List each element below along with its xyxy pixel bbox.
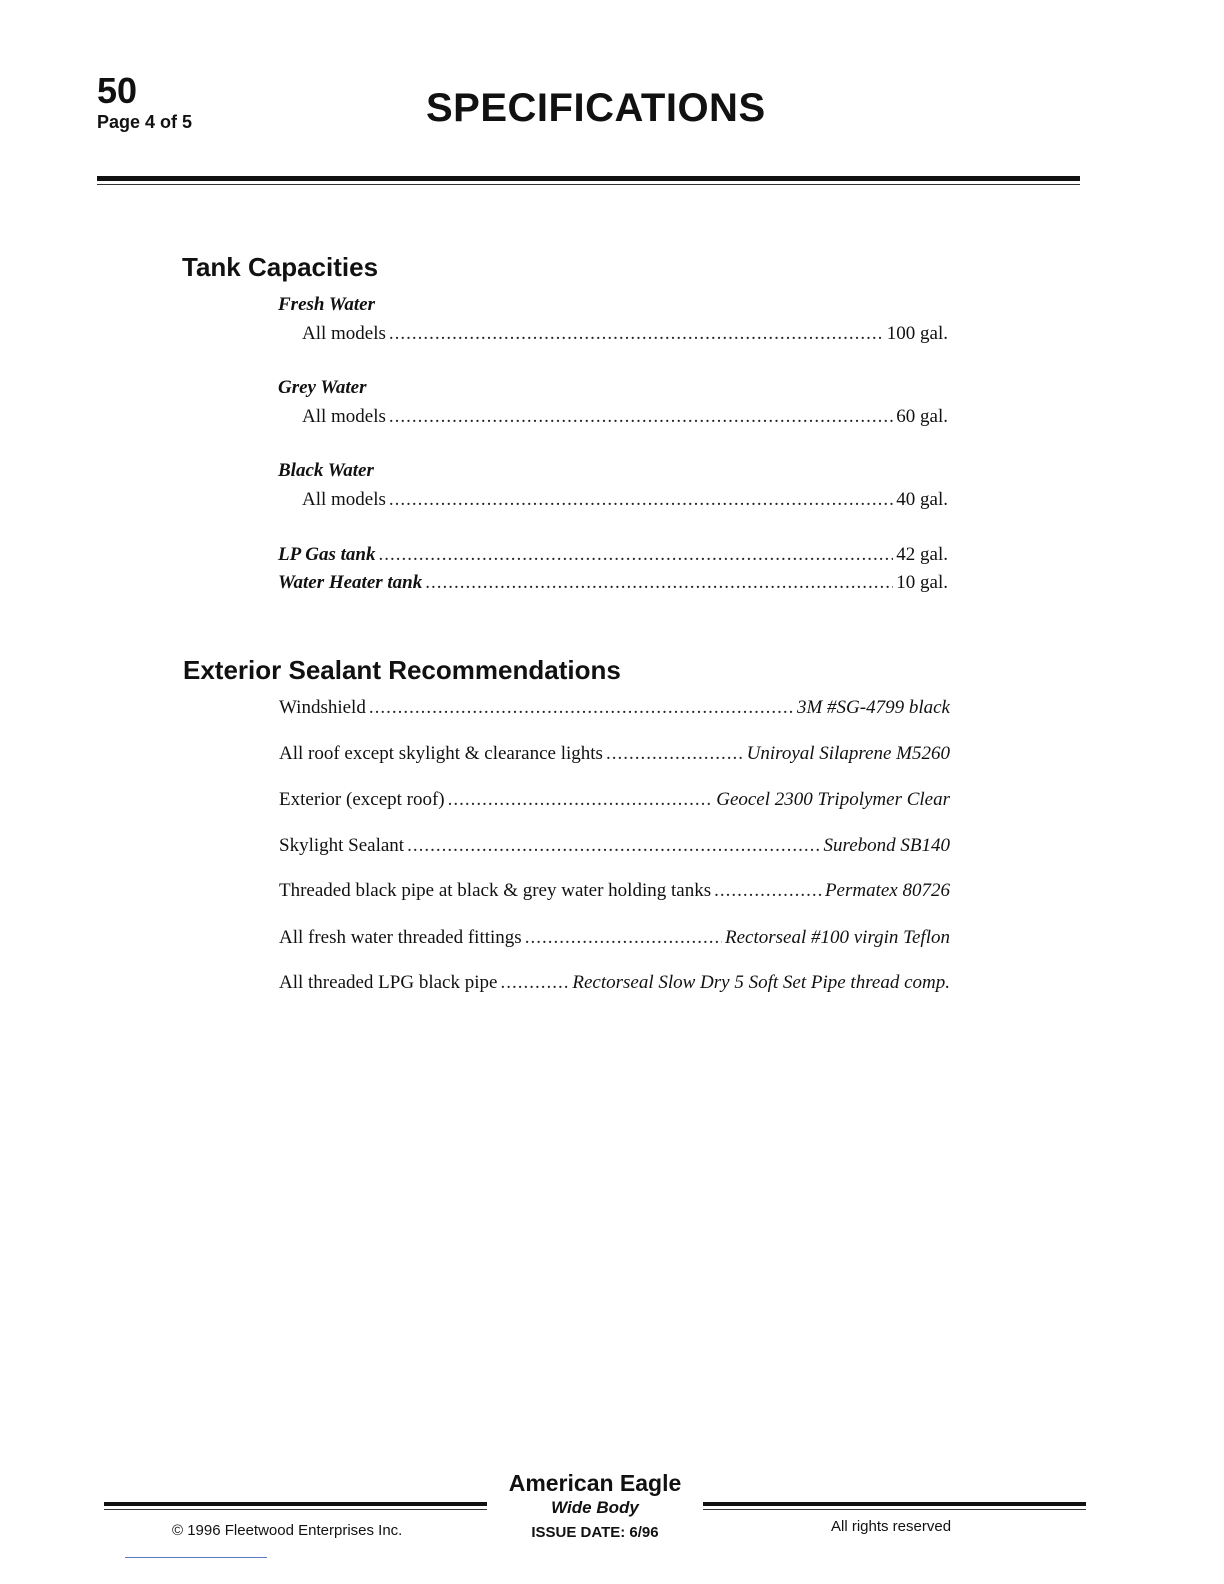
fresh-water-label: Fresh Water — [278, 294, 375, 315]
dot-leader — [369, 696, 794, 720]
dot-leader — [378, 543, 893, 567]
sealant-row — [279, 696, 950, 720]
sealant-item-label: All threaded LPG black pipe — [279, 972, 498, 993]
dot-leader — [448, 788, 714, 812]
lp-gas-value: 42 gal. — [896, 544, 948, 565]
footer-copyright: © 1996 Fleetwood Enterprises Inc. — [172, 1522, 403, 1539]
dot-leader — [389, 488, 893, 512]
sealant-item-value: Surebond SB140 — [823, 835, 950, 856]
dot-leader — [525, 926, 722, 950]
sealant-item-value: Rectorseal #100 virgin Teflon — [725, 927, 950, 948]
grey-water-row-label: All models — [302, 406, 386, 427]
page-title: SPECIFICATIONS — [426, 86, 766, 130]
sealant-item-label: All fresh water threaded fittings — [279, 927, 522, 948]
footer-brand: American Eagle — [508, 1470, 682, 1496]
sealant-heading: Exterior Sealant Recommendations — [183, 655, 621, 685]
sealant-row — [279, 879, 950, 903]
water-heater-row — [278, 571, 948, 595]
footer-issue-date: ISSUE DATE: 6/96 — [531, 1524, 659, 1541]
dot-leader — [389, 405, 893, 429]
sealant-item-label: Windshield — [279, 697, 366, 718]
black-water-row — [302, 488, 948, 512]
tank-capacities-heading: Tank Capacities — [182, 252, 379, 282]
sealant-row — [279, 742, 950, 766]
sealant-item-label: Skylight Sealant — [279, 835, 405, 856]
dot-leader — [407, 834, 820, 858]
footer-blue-line — [125, 1557, 267, 1558]
sealant-item-value: Rectorseal Slow Dry 5 Soft Set Pipe thread comp. — [572, 972, 950, 993]
sealant-row — [279, 834, 950, 858]
sealant-row — [279, 788, 950, 812]
black-water-value: 40 gal. — [896, 489, 948, 510]
grey-water-label: Grey Water — [278, 377, 367, 398]
sealant-item-value: 3M #SG-4799 black — [796, 697, 950, 718]
water-heater-value: 10 gal. — [896, 572, 948, 593]
page-of-indicator: Page 4 of 5 — [97, 112, 193, 132]
dot-leader — [500, 971, 569, 995]
sealant-row — [279, 926, 950, 950]
lp-gas-row — [278, 543, 948, 567]
fresh-water-row — [302, 322, 948, 346]
sealant-item-value: Geocel 2300 Tripolymer Clear — [716, 789, 950, 810]
black-water-label: Black Water — [278, 460, 374, 481]
black-water-row-label: All models — [302, 489, 386, 510]
footer-rights: All rights reserved — [831, 1518, 952, 1535]
lp-gas-label: LP Gas tank — [278, 544, 376, 565]
sealant-row — [279, 971, 950, 995]
dot-leader — [425, 571, 893, 595]
sealant-item-value: Permatex 80726 — [824, 880, 950, 901]
dot-leader — [389, 322, 884, 346]
page-number: 50 — [97, 70, 138, 111]
fresh-water-row-label: All models — [302, 323, 386, 344]
grey-water-row — [302, 405, 948, 429]
footer-brand-sub: Wide Body — [551, 1498, 639, 1517]
fresh-water-value: 100 gal. — [886, 323, 948, 344]
dot-leader — [714, 879, 822, 903]
sealant-item-value: Uniroyal Silaprene M5260 — [746, 743, 950, 764]
grey-water-value: 60 gal. — [896, 406, 948, 427]
sealant-item-label: Threaded black pipe at black & grey water holding tanks — [279, 880, 712, 901]
water-heater-label: Water Heater tank — [278, 572, 423, 593]
header-rule — [97, 176, 1080, 181]
dot-leader — [606, 742, 744, 766]
sealant-item-label: Exterior (except roof) — [279, 789, 445, 810]
header-rule-thin — [97, 184, 1080, 185]
sealant-item-label: All roof except skylight & clearance lights — [279, 743, 603, 764]
